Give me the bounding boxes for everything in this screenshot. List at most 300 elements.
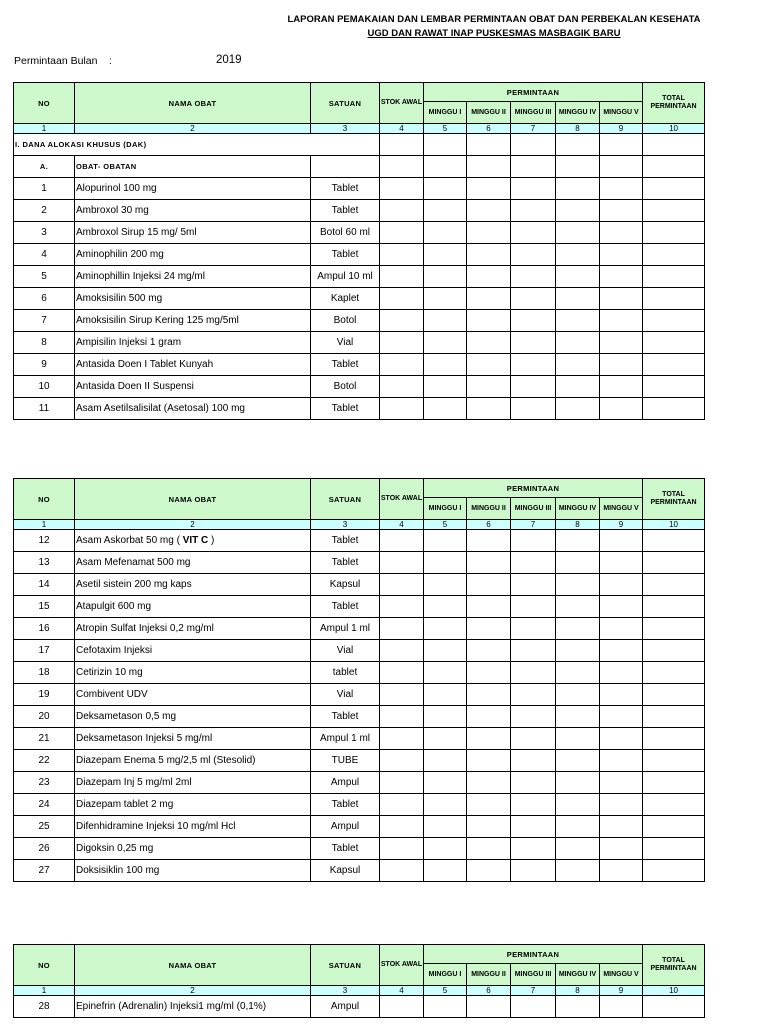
empty-cell bbox=[556, 794, 600, 816]
header-permintaan: PERMINTAAN bbox=[424, 83, 643, 102]
header-minggu-5: MINGGU V bbox=[600, 964, 643, 986]
empty-cell bbox=[643, 750, 705, 772]
medicine-name-text: Amoksisilin 500 mg bbox=[76, 293, 163, 304]
column-number-9: 9 bbox=[600, 520, 643, 530]
header-minggu-3: MINGGU III bbox=[511, 102, 556, 124]
row-number: 20 bbox=[14, 706, 75, 728]
row-number: 4 bbox=[14, 244, 75, 266]
column-number-6: 6 bbox=[467, 520, 511, 530]
medicine-name-text: Alopurinol 100 mg bbox=[76, 183, 157, 194]
empty-cell bbox=[380, 266, 424, 288]
empty-cell bbox=[380, 750, 424, 772]
empty-cell bbox=[600, 244, 643, 266]
column-number-3: 3 bbox=[311, 520, 380, 530]
medicine-name bbox=[75, 640, 311, 662]
medicine-name-tail: ) bbox=[208, 535, 215, 546]
empty-cell bbox=[643, 860, 705, 882]
empty-cell bbox=[600, 376, 643, 398]
empty-cell bbox=[380, 200, 424, 222]
empty-cell bbox=[511, 200, 556, 222]
empty-cell bbox=[467, 596, 511, 618]
unit: Vial bbox=[311, 640, 380, 662]
column-number-1: 1 bbox=[14, 124, 75, 134]
empty-cell bbox=[424, 200, 467, 222]
header-stok-awal: STOK AWAL bbox=[380, 479, 424, 520]
empty-cell bbox=[380, 530, 424, 552]
medicine-name-text: Amoksisilin Sirup Kering 125 mg/5ml bbox=[76, 315, 239, 326]
unit: Tablet bbox=[311, 552, 380, 574]
section-title: I. DANA ALOKASI KHUSUS (DAK) bbox=[14, 134, 380, 156]
medicine-name bbox=[75, 728, 311, 750]
report-subtitle: UGD DAN RAWAT INAP PUSKESMAS MASBAGIK BARU bbox=[367, 28, 621, 39]
empty-cell bbox=[467, 222, 511, 244]
medicine-name bbox=[75, 574, 311, 596]
empty-cell bbox=[467, 310, 511, 332]
empty-cell bbox=[511, 772, 556, 794]
medicine-name bbox=[75, 996, 311, 1018]
medicine-name-text: Asam Askorbat 50 mg ( bbox=[76, 535, 183, 546]
empty-cell bbox=[643, 574, 705, 596]
empty-cell bbox=[556, 816, 600, 838]
medicine-name bbox=[75, 266, 311, 288]
medicine-row bbox=[14, 596, 705, 618]
empty-cell bbox=[600, 772, 643, 794]
empty-cell bbox=[600, 596, 643, 618]
empty-cell bbox=[556, 244, 600, 266]
empty-cell bbox=[467, 354, 511, 376]
empty-cell bbox=[424, 376, 467, 398]
empty-cell bbox=[380, 816, 424, 838]
header-nama-obat: NAMA OBAT bbox=[75, 83, 311, 124]
header-minggu-4: MINGGU IV bbox=[556, 964, 600, 986]
unit: Botol 60 ml bbox=[311, 222, 380, 244]
medicine-row bbox=[14, 200, 705, 222]
empty-cell bbox=[467, 640, 511, 662]
empty-cell bbox=[600, 640, 643, 662]
unit: Tablet bbox=[311, 530, 380, 552]
medicine-row bbox=[14, 266, 705, 288]
medicine-row bbox=[14, 530, 705, 552]
empty-cell bbox=[424, 838, 467, 860]
row-number: 28 bbox=[14, 996, 75, 1018]
row-number: 18 bbox=[14, 662, 75, 684]
column-number-3: 3 bbox=[311, 124, 380, 134]
empty-cell bbox=[600, 200, 643, 222]
medicine-name bbox=[75, 398, 311, 420]
empty-cell bbox=[424, 178, 467, 200]
empty-cell bbox=[643, 816, 705, 838]
header-satuan: SATUAN bbox=[311, 83, 380, 124]
medicine-name bbox=[75, 684, 311, 706]
empty-cell bbox=[467, 860, 511, 882]
empty-cell bbox=[556, 640, 600, 662]
medicine-row bbox=[14, 552, 705, 574]
empty-cell bbox=[556, 684, 600, 706]
medicine-row bbox=[14, 838, 705, 860]
column-number-3: 3 bbox=[311, 986, 380, 996]
empty-cell bbox=[424, 552, 467, 574]
empty-cell bbox=[600, 398, 643, 420]
row-number: 23 bbox=[14, 772, 75, 794]
empty-cell bbox=[556, 530, 600, 552]
empty-cell bbox=[511, 662, 556, 684]
medicine-row bbox=[14, 288, 705, 310]
medicine-name-text: Ambroxol Sirup 15 mg/ 5ml bbox=[76, 227, 197, 238]
medicine-name bbox=[75, 178, 311, 200]
row-number: 22 bbox=[14, 750, 75, 772]
row-number: 19 bbox=[14, 684, 75, 706]
empty-cell bbox=[511, 354, 556, 376]
empty-cell bbox=[556, 310, 600, 332]
empty-cell bbox=[600, 706, 643, 728]
column-number-7: 7 bbox=[511, 520, 556, 530]
empty-cell bbox=[424, 706, 467, 728]
empty-cell bbox=[467, 552, 511, 574]
empty-cell bbox=[600, 178, 643, 200]
empty-cell bbox=[600, 222, 643, 244]
column-number-8: 8 bbox=[556, 520, 600, 530]
subsection-title: OBAT- OBATAN bbox=[75, 156, 311, 178]
report-title: LAPORAN PEMAKAIAN DAN LEMBAR PERMINTAAN OBAT DAN PERBEKALAN KESEHATA bbox=[287, 14, 701, 25]
empty-cell bbox=[511, 288, 556, 310]
medicine-table-3 bbox=[13, 944, 705, 1018]
empty-cell bbox=[380, 310, 424, 332]
empty-cell bbox=[643, 200, 705, 222]
empty-cell bbox=[511, 310, 556, 332]
empty-cell bbox=[600, 618, 643, 640]
empty-cell bbox=[511, 860, 556, 882]
empty-cell bbox=[424, 574, 467, 596]
empty-cell bbox=[600, 266, 643, 288]
empty-cell bbox=[643, 332, 705, 354]
row-number: 9 bbox=[14, 354, 75, 376]
row-number: 26 bbox=[14, 838, 75, 860]
empty-cell bbox=[511, 640, 556, 662]
column-number-9: 9 bbox=[600, 986, 643, 996]
empty-cell bbox=[556, 398, 600, 420]
row-number: 5 bbox=[14, 266, 75, 288]
column-number-7: 7 bbox=[511, 124, 556, 134]
medicine-row bbox=[14, 332, 705, 354]
period-year: 2019 bbox=[216, 54, 242, 66]
header-minggu-1: MINGGU I bbox=[424, 498, 467, 520]
medicine-name-text: Diazepam tablet 2 mg bbox=[76, 799, 174, 810]
unit: Tablet bbox=[311, 596, 380, 618]
header-minggu-5: MINGGU V bbox=[600, 102, 643, 124]
empty-cell bbox=[511, 266, 556, 288]
medicine-name bbox=[75, 552, 311, 574]
unit: Kapsul bbox=[311, 860, 380, 882]
row-number: 14 bbox=[14, 574, 75, 596]
header-minggu-4: MINGGU IV bbox=[556, 498, 600, 520]
empty-cell bbox=[424, 288, 467, 310]
empty-cell bbox=[467, 530, 511, 552]
empty-cell bbox=[424, 684, 467, 706]
column-number-10: 10 bbox=[643, 520, 705, 530]
empty-cell bbox=[556, 178, 600, 200]
medicine-name bbox=[75, 838, 311, 860]
empty-cell bbox=[424, 398, 467, 420]
empty-cell bbox=[467, 574, 511, 596]
column-number-7: 7 bbox=[511, 986, 556, 996]
column-number-row bbox=[14, 986, 705, 996]
medicine-name bbox=[75, 354, 311, 376]
medicine-name-text: Deksametason Injeksi 5 mg/ml bbox=[76, 733, 213, 744]
header-permintaan: PERMINTAAN bbox=[424, 479, 643, 498]
row-number: 2 bbox=[14, 200, 75, 222]
medicine-name-text: Asam Mefenamat 500 mg bbox=[76, 557, 191, 568]
empty-cell bbox=[643, 354, 705, 376]
medicine-row bbox=[14, 684, 705, 706]
medicine-name-text: Cefotaxim Injeksi bbox=[76, 645, 153, 656]
empty-cell bbox=[643, 794, 705, 816]
unit: Tablet bbox=[311, 354, 380, 376]
empty-cell bbox=[380, 618, 424, 640]
header-minggu-1: MINGGU I bbox=[424, 964, 467, 986]
medicine-row bbox=[14, 354, 705, 376]
empty-cell bbox=[556, 332, 600, 354]
medicine-row bbox=[14, 772, 705, 794]
medicine-row bbox=[14, 310, 705, 332]
empty-cell bbox=[380, 398, 424, 420]
empty-cell bbox=[511, 574, 556, 596]
empty-cell bbox=[600, 530, 643, 552]
empty-cell bbox=[600, 684, 643, 706]
header-satuan: SATUAN bbox=[311, 479, 380, 520]
medicine-row bbox=[14, 574, 705, 596]
medicine-name bbox=[75, 662, 311, 684]
medicine-name-text: Deksametason 0,5 mg bbox=[76, 711, 177, 722]
empty-cell bbox=[511, 530, 556, 552]
empty-cell bbox=[643, 222, 705, 244]
empty-cell bbox=[643, 310, 705, 332]
empty-cell bbox=[643, 376, 705, 398]
empty-cell bbox=[467, 816, 511, 838]
empty-cell bbox=[424, 244, 467, 266]
empty-cell bbox=[380, 332, 424, 354]
row-number: 6 bbox=[14, 288, 75, 310]
unit: Botol bbox=[311, 310, 380, 332]
empty-cell bbox=[600, 574, 643, 596]
row-number: 16 bbox=[14, 618, 75, 640]
column-number-10: 10 bbox=[643, 986, 705, 996]
row-number: 17 bbox=[14, 640, 75, 662]
empty-cell bbox=[380, 662, 424, 684]
empty-cell bbox=[643, 728, 705, 750]
unit: tablet bbox=[311, 662, 380, 684]
empty-cell bbox=[467, 772, 511, 794]
empty-cell bbox=[511, 794, 556, 816]
row-number: 11 bbox=[14, 398, 75, 420]
empty-cell bbox=[600, 728, 643, 750]
unit: Vial bbox=[311, 684, 380, 706]
empty-cell bbox=[467, 288, 511, 310]
row-number: 8 bbox=[14, 332, 75, 354]
unit: Ampul 10 ml bbox=[311, 266, 380, 288]
medicine-name-text: Asam Asetilsalisilat (Asetosal) 100 mg bbox=[76, 403, 245, 414]
empty-cell bbox=[643, 178, 705, 200]
empty-cell bbox=[467, 266, 511, 288]
empty-cell bbox=[643, 684, 705, 706]
empty-cell bbox=[600, 750, 643, 772]
medicine-row bbox=[14, 860, 705, 882]
header-stok-awal: STOK AWAL bbox=[380, 83, 424, 124]
column-number-row bbox=[14, 124, 705, 134]
empty-cell bbox=[380, 288, 424, 310]
empty-cell bbox=[600, 662, 643, 684]
medicine-name bbox=[75, 750, 311, 772]
empty-cell bbox=[380, 794, 424, 816]
medicine-name bbox=[75, 618, 311, 640]
empty-cell bbox=[556, 596, 600, 618]
medicine-name bbox=[75, 530, 311, 552]
empty-cell bbox=[511, 596, 556, 618]
empty-cell bbox=[467, 996, 511, 1018]
header-minggu-3: MINGGU III bbox=[511, 498, 556, 520]
medicine-name-text: Diazepam Inj 5 mg/ml 2ml bbox=[76, 777, 192, 788]
row-number: 25 bbox=[14, 816, 75, 838]
row-number: 3 bbox=[14, 222, 75, 244]
medicine-name bbox=[75, 376, 311, 398]
empty-cell bbox=[643, 772, 705, 794]
request-period bbox=[14, 54, 242, 67]
empty-cell bbox=[511, 244, 556, 266]
empty-cell bbox=[380, 706, 424, 728]
medicine-name-text: Aminophilin 200 mg bbox=[76, 249, 164, 260]
empty-cell bbox=[380, 640, 424, 662]
medicine-name-text: Ambroxol 30 mg bbox=[76, 205, 149, 216]
empty-cell bbox=[511, 222, 556, 244]
empty-cell bbox=[600, 332, 643, 354]
column-number-6: 6 bbox=[467, 124, 511, 134]
empty-cell bbox=[424, 640, 467, 662]
empty-cell bbox=[643, 596, 705, 618]
medicine-name-text: Cetirizin 10 mg bbox=[76, 667, 143, 678]
empty-cell bbox=[380, 552, 424, 574]
column-number-5: 5 bbox=[424, 124, 467, 134]
column-number-8: 8 bbox=[556, 124, 600, 134]
column-number-1: 1 bbox=[14, 520, 75, 530]
medicine-name bbox=[75, 706, 311, 728]
empty-cell bbox=[556, 376, 600, 398]
row-number: 24 bbox=[14, 794, 75, 816]
empty-cell bbox=[643, 618, 705, 640]
empty-cell bbox=[424, 750, 467, 772]
empty-cell bbox=[600, 552, 643, 574]
empty-cell bbox=[511, 728, 556, 750]
empty-cell bbox=[424, 860, 467, 882]
empty-cell bbox=[380, 354, 424, 376]
medicine-name-text: Aminophillin Injeksi 24 mg/ml bbox=[76, 271, 205, 282]
empty-cell bbox=[511, 996, 556, 1018]
period-label: Permintaan Bulan bbox=[14, 55, 98, 67]
empty-cell bbox=[643, 996, 705, 1018]
medicine-name-text: Asetil sistein 200 mg kaps bbox=[76, 579, 192, 590]
medicine-name bbox=[75, 816, 311, 838]
empty-cell bbox=[424, 310, 467, 332]
empty-cell bbox=[380, 838, 424, 860]
empty-cell bbox=[600, 354, 643, 376]
column-number-4: 4 bbox=[380, 124, 424, 134]
medicine-name bbox=[75, 860, 311, 882]
empty-cell bbox=[424, 354, 467, 376]
empty-cell bbox=[424, 618, 467, 640]
row-number: 12 bbox=[14, 530, 75, 552]
medicine-name bbox=[75, 596, 311, 618]
header-no: NO bbox=[14, 945, 75, 986]
medicine-name-text: Atapulgit 600 mg bbox=[76, 601, 152, 612]
header-minggu-4: MINGGU IV bbox=[556, 102, 600, 124]
empty-cell bbox=[511, 816, 556, 838]
empty-cell bbox=[467, 662, 511, 684]
medicine-name bbox=[75, 244, 311, 266]
empty-cell bbox=[556, 706, 600, 728]
empty-cell bbox=[556, 860, 600, 882]
section-row bbox=[14, 134, 705, 156]
header-total-permintaan: TOTAL PERMINTAAN bbox=[643, 945, 705, 986]
empty-cell bbox=[643, 640, 705, 662]
empty-cell bbox=[600, 794, 643, 816]
empty-cell bbox=[511, 684, 556, 706]
header-total-permintaan: TOTAL PERMINTAAN bbox=[643, 83, 705, 124]
empty-cell bbox=[467, 684, 511, 706]
empty-cell bbox=[556, 838, 600, 860]
column-number-5: 5 bbox=[424, 986, 467, 996]
unit: Ampul bbox=[311, 816, 380, 838]
empty-cell bbox=[467, 750, 511, 772]
subsection-row bbox=[14, 156, 705, 178]
unit: Vial bbox=[311, 332, 380, 354]
empty-cell bbox=[467, 728, 511, 750]
empty-cell bbox=[467, 200, 511, 222]
medicine-row bbox=[14, 398, 705, 420]
empty-cell bbox=[643, 552, 705, 574]
unit: Tablet bbox=[311, 200, 380, 222]
header-satuan: SATUAN bbox=[311, 945, 380, 986]
row-number: 27 bbox=[14, 860, 75, 882]
empty-cell bbox=[556, 574, 600, 596]
medicine-name-text: Digoksin 0,25 mg bbox=[76, 843, 154, 854]
column-number-10: 10 bbox=[643, 124, 705, 134]
unit: Tablet bbox=[311, 244, 380, 266]
column-number-row bbox=[14, 520, 705, 530]
empty-cell bbox=[556, 662, 600, 684]
empty-cell bbox=[643, 662, 705, 684]
medicine-row bbox=[14, 618, 705, 640]
empty-cell bbox=[556, 750, 600, 772]
empty-cell bbox=[467, 376, 511, 398]
empty-cell bbox=[600, 310, 643, 332]
unit: Kapsul bbox=[311, 574, 380, 596]
empty-cell bbox=[380, 772, 424, 794]
header-minggu-2: MINGGU II bbox=[467, 498, 511, 520]
unit: Tablet bbox=[311, 398, 380, 420]
unit: Tablet bbox=[311, 178, 380, 200]
empty-cell bbox=[556, 266, 600, 288]
column-number-4: 4 bbox=[380, 520, 424, 530]
medicine-row bbox=[14, 794, 705, 816]
column-number-5: 5 bbox=[424, 520, 467, 530]
medicine-row bbox=[14, 750, 705, 772]
empty-cell bbox=[424, 772, 467, 794]
medicine-name bbox=[75, 772, 311, 794]
medicine-name-text: Atropin Sulfat Injeksi 0,2 mg/ml bbox=[76, 623, 214, 634]
medicine-row bbox=[14, 222, 705, 244]
medicine-name-text: Doksisiklin 100 mg bbox=[76, 865, 160, 876]
empty-cell bbox=[556, 728, 600, 750]
header-no: NO bbox=[14, 83, 75, 124]
medicine-name bbox=[75, 310, 311, 332]
